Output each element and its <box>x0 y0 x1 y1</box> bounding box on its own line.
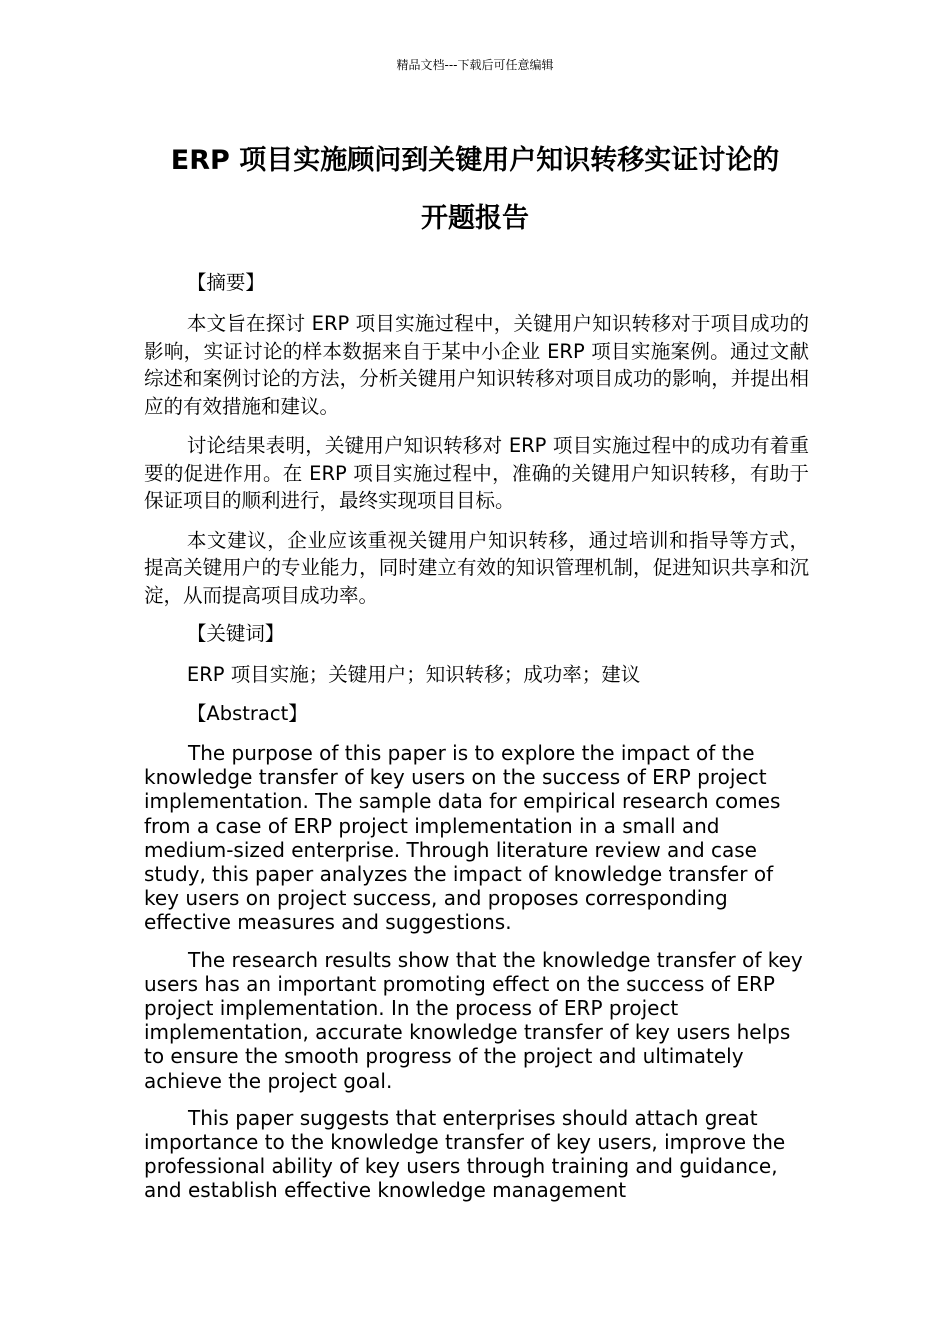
abstract-en-paragraph: The purpose of this paper is to explore the impact of the knowledge transfer of key users on the success of ERP project implementation. The sample data for empirical research comes from a case of ERP project implementation in a small and medium-sized enterprise. Through literature review and case study, this paper analyzes the impact of knowledge transfer of key users on project success, and proposes corresponding effective measures and suggestions. <box>144 741 781 935</box>
document-body <box>144 270 809 1216</box>
abstract-cn-paragraph: 讨论结果表明，关键用户知识转移对 ERP 项目实施过程中的成功有着重要的促进作用。在 ERP 项目实施过程中，准确的关键用户知识转移，有助于保证项目的顺利进行，最终实现项目目标。 <box>144 434 809 512</box>
abstract-cn-label: 【摘要】 <box>186 271 265 294</box>
document-title <box>100 132 850 248</box>
page-header: 精品文档---下载后可任意编辑 <box>396 58 554 72</box>
abstract-en-paragraph: This paper suggests that enterprises should attach great importance to the knowledge transfer of key users, improve the professional ability of key users through training and guidance, and establish effective knowledge management <box>144 1105 786 1203</box>
abstract-cn-paragraph: 本文建议，企业应该重视关键用户知识转移，通过培训和指导等方式，提高关键用户的专业能力，同时建立有效的知识管理机制，促进知识共享和沉淀，从而提高项目成功率。 <box>144 528 809 607</box>
title-line-1: ERP 项目实施顾问到关键用户知识转移实证讨论的 <box>170 145 780 176</box>
keywords-label: 【关键词】 <box>186 622 285 645</box>
abstract-en-paragraph: The research results show that the knowledge transfer of key users has an important promoting effect on the success of ERP project implementation. In the process of ERP project implementation, accurate knowledge transfer of key users helps to ensure the smooth progress of the project and ultimately achieve the project goal. <box>144 947 803 1093</box>
keywords-text: ERP 项目实施；关键用户；知识转移；成功率；建议 <box>186 663 641 686</box>
abstract-cn-paragraph: 本文旨在探讨 ERP 项目实施过程中，关键用户知识转移对于项目成功的影响，实证讨论的样本数据来自于某中小企业 ERP 项目实施案例。通过文献综述和案例讨论的方法，分析关键用户知识转移对项目成功的影响，并提出相应的有效措施和建议。 <box>144 312 809 418</box>
title-line-2: 开题报告 <box>421 203 529 234</box>
abstract-en-label: 【Abstract】 <box>186 702 308 725</box>
